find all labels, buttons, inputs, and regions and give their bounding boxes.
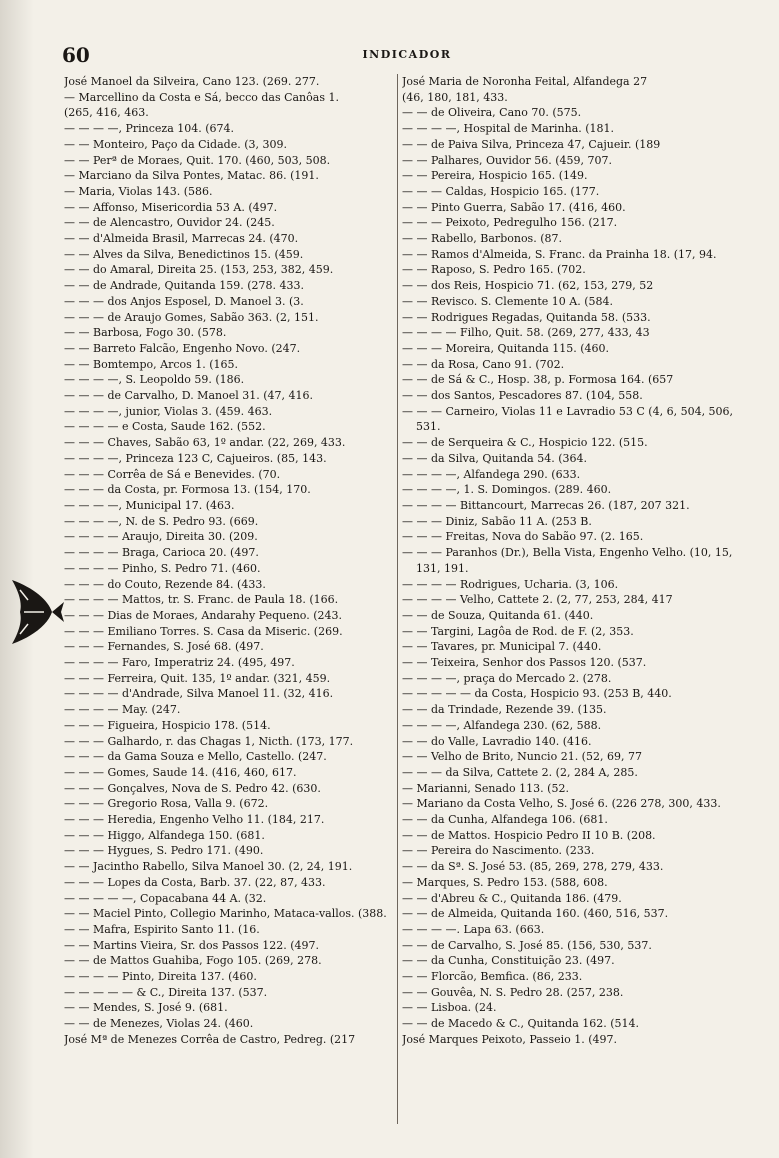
directory-entry: — — Perª de Moraes, Quit. 170. (460, 503, 508. [64,153,331,167]
directory-entry: — — de Andrade, Quitanda 159. (278. 433. [64,279,305,293]
directory-entry: — — Rodrigues Regadas, Quitanda 58. (533. [402,310,651,324]
directory-entry: — — — Lopes da Costa, Barb. 37. (22, 87, 433. [64,875,326,889]
directory-entry: — — — Gregorio Rosa, Valla 9. (672. [64,797,269,811]
directory-entry: — — — Heredia, Engenho Velho 11. (184, 217. [64,813,325,827]
directory-entry: — — Revisco. S. Clemente 10 A. (584. [402,294,613,308]
directory-entry: — — — da Costa, pr. Formosa 13. (154, 170. [64,483,311,497]
directory-entry: — — de Mattos. Hospicio Pedro II 10 B. (208. [402,828,656,842]
directory-entry: — — Teixeira, Senhor dos Passos 120. (537. [402,656,647,670]
directory-entry: — — — Chaves, Sabão 63, 1º andar. (22, 269, 433. [64,436,346,450]
directory-entry: — — — Gomes, Saude 14. (416, 460, 617. [64,765,297,779]
directory-entry: (265, 416, 463. [64,106,149,120]
directory-entry: — — — — — da Costa, Hospicio 93. (253 B, 440. [402,687,672,701]
directory-entry: — — da Trindade, Rezende 39. (135. [402,703,607,717]
directory-entry: — — dos Reis, Hospicio 71. (62, 153, 279, 52 [402,279,654,293]
directory-entry: — — Lisboa. (24. [402,1001,497,1015]
directory-entry: — Marcellino da Costa e Sá, becco das Canôas 1. [64,90,339,104]
directory-entry: José Marques Peixoto, Passeio 1. (497. [402,1032,618,1046]
directory-entry: — — — de Carvalho, D. Manoel 31. (47, 416. [64,389,313,403]
directory-entry: — — de Macedo & C., Quitanda 162. (514. [402,1017,640,1031]
directory-entry: — — — Ferreira, Quit. 135, 1º andar. (321, 459. [64,671,331,685]
directory-entry: — — dos Santos, Pescadores 87. (104, 558. [402,389,643,403]
directory-entry: — — Bomtempo, Arcos 1. (165. [64,357,239,371]
directory-entry: — — — Paranhos (Dr.), Bella Vista, Engenho Velho. (10, 15, 131, 191. [402,546,733,575]
directory-entry: — — Palhares, Ouvidor 56. (459, 707. [402,153,613,167]
directory-entry: — — — Diniz, Sabão 11 A. (253 B. [402,514,592,528]
directory-entry: — — — —, 1. S. Domingos. (289. 460. [402,483,612,497]
directory-entry: — — — Freitas, Nova do Sabão 97. (2. 165. [402,530,644,544]
directory-entry: — — Raposo, S. Pedro 165. (702. [402,263,586,277]
directory-entry: — — de Sá & C., Hosp. 38, p. Formosa 164. (657 [402,373,674,387]
directory-entry: — — d'Almeida Brasil, Marrecas 24. (470. [64,232,299,246]
directory-entry: — — de Alencastro, Ouvidor 24. (245. [64,216,275,230]
directory-entry: — — — Fernandes, S. José 68. (497. [64,640,264,654]
directory-entry: — — — —, praça do Mercado 2. (278. [402,671,612,685]
directory-entry: — — de Almeida, Quitanda 160. (460, 516, 537. [402,907,669,921]
column-divider [397,74,398,1124]
directory-entry: — — — Dias de Moraes, Andarahy Pequeno. (243. [64,608,343,622]
directory-entry: — — — —, Hospital de Marinha. (181. [402,122,615,136]
directory-entry: — — — — Rodrigues, Ucharia. (3, 106. [402,577,619,591]
right-column [402,74,754,1124]
left-column [64,74,395,1124]
directory-entry: — — Martins Vieira, Sr. dos Passos 122. (497. [64,938,320,952]
directory-entry: — — — Figueira, Hospicio 178. (514. [64,718,271,732]
directory-entry: — — — —. Lapa 63. (663. [402,922,545,936]
directory-entry: — — de Souza, Quitanda 61. (440. [402,608,594,622]
directory-entry: — — — da Silva, Cattete 2. (2, 284 A, 285. [402,765,638,779]
directory-entry: — — de Oliveira, Cano 70. (575. [402,106,582,120]
directory-entry: — — Gouvêa, N. S. Pedro 28. (257, 238. [402,985,624,999]
directory-entry: — — da Sª. S. José 53. (85, 269, 278, 279, 433. [402,860,664,874]
directory-entry: — Mariano da Costa Velho, S. José 6. (226 278, 300, 433. [402,797,721,811]
directory-entry: — — de Paiva Silva, Princeza 47, Cajueir. (189 [402,137,661,151]
directory-entry: — — Mendes, S. José 9. (681. [64,1001,228,1015]
directory-entry: — — — — Bittancourt, Marrecas 26. (187, 207 321. [402,498,690,512]
directory-entry: — — — — Mattos, tr. S. Franc. de Paula 18. (166. [64,593,339,607]
directory-entry: — — — dos Anjos Esposel, D. Manoel 3. (3. [64,294,304,308]
directory-entry: — — — Corrêa de Sá e Benevides. (70. [64,467,281,481]
directory-entry: — — — Emiliano Torres. S. Casa da Miseric. (269. [64,624,343,638]
directory-entry: — — da Cunha, Constituição 23. (497. [402,954,615,968]
directory-entry: — — Alves da Silva, Benedictinos 15. (459. [64,247,304,261]
directory-entry: (46, 180, 181, 433. [402,90,508,104]
directory-entry: — — — — — & C., Direita 137. (537. [64,985,268,999]
directory-entry: — — — — e Costa, Saude 162. (552. [64,420,266,434]
directory-entry: — — — — —, Copacabana 44 A. (32. [64,891,267,905]
directory-entry: — — — da Gama Souza e Mello, Castello. (247. [64,750,327,764]
directory-entry: — — — — Filho, Quit. 58. (269, 277, 433, 43 [402,326,650,340]
directory-entry: — — Rabello, Barbonos. (87. [402,232,562,246]
directory-entry: — — Affonso, Misericordia 53 A. (497. [64,200,278,214]
directory-entry: — — — Higgo, Alfandega 150. (681. [64,828,265,842]
directory-entry: — — de Mattos Guahiba, Fogo 105. (269, 278. [64,954,322,968]
directory-entry: — — da Silva, Quitanda 54. (364. [402,451,587,465]
directory-entry: — — do Amaral, Direita 25. (153, 253, 382, 459. [64,263,334,277]
directory-entry: — — Velho de Brito, Nuncio 21. (52, 69, 77 [402,750,642,764]
directory-entry: José Manoel da Silveira, Cano 123. (269. 277. [64,75,320,88]
directory-entry: José Maria de Noronha Feital, Alfandega 27 [402,75,648,88]
directory-entry: — — Monteiro, Paço da Cidade. (3, 309. [64,137,287,151]
directory-entry: — — Tavares, pr. Municipal 7. (440. [402,640,602,654]
directory-entry: — — — — Pinho, S. Pedro 71. (460. [64,561,261,575]
running-head: INDICADOR [362,48,452,61]
directory-entry: — — — —, Princeza 123 C, Cajueiros. (85, 143. [64,451,327,465]
directory-entry: — — Pereira do Nascimento. (233. [402,844,595,858]
directory-entry: — — — Galhardo, r. das Chagas 1, Nicth. (173, 177. [64,734,354,748]
directory-entry: — — — — Pinto, Direita 137. (460. [64,970,257,984]
directory-entry: — — — Peixoto, Pedregulho 156. (217. [402,216,618,230]
directory-entry: — — — —, Alfandega 230. (62, 588. [402,718,602,732]
page-header [62,43,752,71]
directory-entry: — Marianni, Senado 113. (52. [402,781,569,795]
directory-entry: — — de Serqueira & C., Hospicio 122. (515. [402,436,648,450]
directory-entry: — — — — Faro, Imperatriz 24. (495, 497. [64,656,295,670]
directory-entry: — — do Valle, Lavradio 140. (416. [402,734,592,748]
directory-entry: — — d'Abreu & C., Quitanda 186. (479. [402,891,622,905]
directory-entry: — — — —, Princeza 104. (674. [64,122,235,136]
directory-entry: — — — —, N. de S. Pedro 93. (669. [64,514,259,528]
directory-entry: — — Jacintho Rabello, Silva Manoel 30. (2, 24, 191. [64,860,353,874]
directory-entry: — — — — Velho, Cattete 2. (2, 77, 253, 284, 417 [402,593,673,607]
directory-entry: — — Barbosa, Fogo 30. (578. [64,326,227,340]
directory-entry: José Mª de Menezes Corrêa de Castro, Pedreg. (217 [64,1032,356,1046]
directory-entry: — — — — May. (247. [64,703,181,717]
directory-entry: — — — —, Alfandega 290. (633. [402,467,581,481]
directory-entry: — — Florcão, Bemfica. (86, 233. [402,970,583,984]
directory-entry: — — — — Braga, Carioca 20. (497. [64,546,259,560]
directory-entry: — — Mafra, Espirito Santo 11. (16. [64,922,260,936]
directory-entry: — — — Moreira, Quitanda 115. (460. [402,341,610,355]
directory-entry: — — Maciel Pinto, Collegio Marinho, Mataca-vallos. (388. [64,907,387,921]
directory-entry: — — — Gonçalves, Nova de S. Pedro 42. (630. [64,781,321,795]
directory-entry: — — de Carvalho, S. José 85. (156, 530, 537. [402,938,652,952]
directory-entry: — — — —, Municipal 17. (463. [64,498,235,512]
directory-entry: — — Targini, Lagôa de Rod. de F. (2, 353. [402,624,634,638]
directory-entry: — Marques, S. Pedro 153. (588, 608. [402,875,608,889]
directory-entry: — Marciano da Silva Pontes, Matac. 86. (191. [64,169,319,183]
directory-entry: — — — — Araujo, Direita 30. (209. [64,530,258,544]
directory-entry: — — — — d'Andrade, Silva Manoel 11. (32, 416. [64,687,334,701]
directory-entry: — Maria, Violas 143. (586. [64,184,213,198]
directory-entry: — — — Hygues, S. Pedro 171. (490. [64,844,264,858]
directory-entry: — — — —, S. Leopoldo 59. (186. [64,373,245,387]
directory-entry: — — Ramos d'Almeida, S. Franc. da Prainha 18. (17, 94. [402,247,717,261]
directory-entry: — — — de Araujo Gomes, Sabão 363. (2, 151. [64,310,319,324]
directory-entry: — — Barreto Falcão, Engenho Novo. (247. [64,341,301,355]
directory-entry: — — de Menezes, Violas 24. (460. [64,1017,254,1031]
directory-entry: — — Pereira, Hospicio 165. (149. [402,169,588,183]
directory-entry: — — da Rosa, Cano 91. (702. [402,357,565,371]
page-number: 60 [62,43,90,67]
directory-entry: — — Pinto Guerra, Sabão 17. (416, 460. [402,200,626,214]
fish-ornament-icon [6,570,66,652]
directory-entry: — — — —, junior, Violas 3. (459. 463. [64,404,273,418]
directory-entry: — — — Carneiro, Violas 11 e Lavradio 53 C (4, 6, 504, 506, 531. [402,404,734,434]
directory-entry: — — — Caldas, Hospicio 165. (177. [402,184,600,198]
directory-entry: — — — do Couto, Rezende 84. (433. [64,577,266,591]
directory-entry: — — da Cunha, Alfandega 106. (681. [402,813,608,827]
